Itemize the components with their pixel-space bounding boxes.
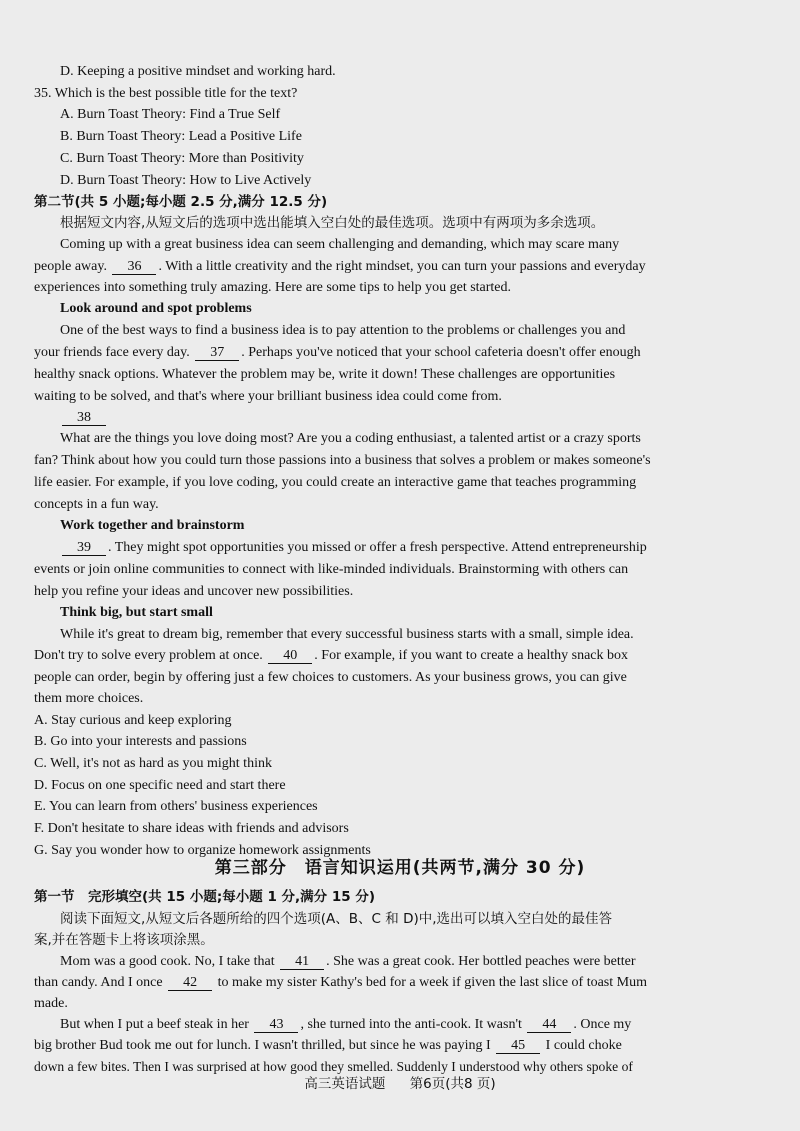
q35-question: 35. Which is the best possible title for the text? [34, 86, 298, 101]
s2-p4-line3: help you refine your ideas and uncover new possibilities. [34, 584, 354, 599]
s2-option-a: A. Stay curious and keep exploring [34, 713, 232, 728]
s3-p2-line1: But when I put a beef steak in her 43 , she turned into the anti-cook. It wasn't 44 . Once my [60, 1017, 632, 1032]
footer-subject: 高三英语试题 [304, 1076, 386, 1092]
s2-p5-line1: While it's great to dream big, remember that every successful business starts with a small, simple idea. [60, 627, 634, 642]
s2-p1-line2: people away. 36 . With a little creativity and the right mindset, you can turn your passions and everyday [34, 259, 646, 274]
s2-p3-line1: What are the things you love doing most? Are you a coding enthusiast, a talented artist or a crazy sports [60, 431, 641, 446]
blank-39[interactable]: 39 [62, 541, 106, 556]
s2-p1-line1: Coming up with a great business idea can seem challenging and demanding, which may scare many [60, 237, 620, 252]
page-footer [0, 1072, 800, 1092]
s2-p2-line2: your friends face every day. 37 . Perhaps you've noticed that your school cafeteria doesn't offer enough [34, 345, 641, 360]
heading-work-together: Work together and brainstorm [60, 518, 245, 533]
s2-option-f: F. Don't hesitate to share ideas with friends and advisors [34, 821, 349, 836]
s2-p2-line3: healthy snack options. Whatever the problem may be, write it down! These challenges are opportunities [34, 367, 616, 382]
section3-1-instruction-2: 案,并在答题卡上将该项涂黑。 [34, 932, 214, 948]
s3-p1-line1: Mom was a good cook. No, I take that 41 . She was a great cook. Her bottled peaches were better [60, 954, 636, 969]
blank-43[interactable]: 43 [254, 1018, 298, 1033]
q35-option-a: A. Burn Toast Theory: Find a True Self [60, 107, 281, 122]
q35-option-d: D. Burn Toast Theory: How to Live Actively [60, 173, 312, 188]
heading-think-big: Think big, but start small [60, 605, 213, 620]
s2-p1-line3: experiences into something truly amazing. Here are some tips to help you get started. [34, 280, 512, 295]
s2-p5-line4: them more choices. [34, 691, 144, 706]
s3-p1-line3: made. [34, 996, 68, 1011]
s2-p3-line3: life easier. For example, if you love coding, you could create an interactive game that teaches programming [34, 475, 637, 490]
s3-p2-line2: big brother Bud took me out for lunch. I wasn't thrilled, but since he was paying I 45 I could choke [34, 1038, 622, 1053]
blank-41[interactable]: 41 [280, 955, 324, 970]
footer-page-number: 第6页(共8 页) [409, 1076, 496, 1092]
s2-option-e: E. You can learn from others' business experiences [34, 799, 318, 814]
blank-44[interactable]: 44 [527, 1018, 571, 1033]
q34-option-d: D. Keeping a positive mindset and working hard. [60, 64, 336, 79]
s2-p5-line3: people can order, begin by offering just a few choices to customers. As your business grows, you can give [34, 670, 627, 685]
s2-p5-line2: Don't try to solve every problem at once. 40 . For example, if you want to create a healthy snack box [34, 648, 629, 663]
heading-look-around: Look around and spot problems [60, 301, 252, 316]
blank-36[interactable]: 36 [112, 260, 156, 275]
blank-40[interactable]: 40 [268, 649, 312, 664]
blank-37[interactable]: 37 [195, 346, 239, 361]
s2-p2-line4: waiting to be solved, and that's where your brilliant business idea could come from. [34, 389, 502, 404]
q35-option-c: C. Burn Toast Theory: More than Positivity [60, 151, 304, 166]
s2-p4-line2: events or join online communities to connect with like-minded individuals. Brainstorming with others can [34, 562, 629, 577]
blank-45[interactable]: 45 [496, 1039, 540, 1054]
q35-option-b: B. Burn Toast Theory: Lead a Positive Life [60, 129, 302, 144]
s3-p2-line3: down a few bites. Then I was surprised at how good they smelled. Suddenly I understood why others spoke of [34, 1059, 633, 1074]
s2-p3-line2: fan? Think about how you could turn those passions into a business that solves a problem or makes someone's [34, 453, 651, 468]
s2-option-c: C. Well, it's not as hard as you might think [34, 756, 272, 771]
s2-p4-line1: 39 . They might spot opportunities you missed or offer a fresh perspective. Attend entrepreneurship [60, 539, 647, 557]
blank-38[interactable]: 38 [62, 411, 106, 426]
s2-option-g: G. Say you wonder how to organize homework assignments [34, 843, 371, 858]
s2-p2-line1: One of the best ways to find a business idea is to pay attention to the problems or challenges you and [60, 323, 626, 338]
blank-42[interactable]: 42 [168, 976, 212, 991]
part3-title: 第三部分 语言知识运用(共两节,满分 30 分) [214, 858, 586, 878]
section2-header: 第二节(共 5 小题;每小题 2.5 分,满分 12.5 分) [34, 194, 328, 210]
section2-instruction: 根据短文内容,从短文后的选项中选出能填入空白处的最佳选项。选项中有两项为多余选项。 [60, 215, 605, 231]
s2-option-b: B. Go into your interests and passions [34, 734, 247, 749]
s2-option-d: D. Focus on one specific need and start there [34, 778, 286, 793]
heading-38-line [60, 409, 108, 427]
s2-p3-line4: concepts in a fun way. [34, 497, 159, 512]
section3-1-instruction-1: 阅读下面短文,从短文后各题所给的四个选项(A、B、C 和 D)中,选出可以填入空白处的最佳答 [60, 911, 613, 927]
section3-1-header: 第一节 完形填空(共 15 小题;每小题 1 分,满分 15 分) [34, 889, 376, 905]
s3-p1-line2: than candy. And I once 42 to make my sister Kathy's bed for a week if given the last slice of toast Mum [34, 975, 647, 990]
